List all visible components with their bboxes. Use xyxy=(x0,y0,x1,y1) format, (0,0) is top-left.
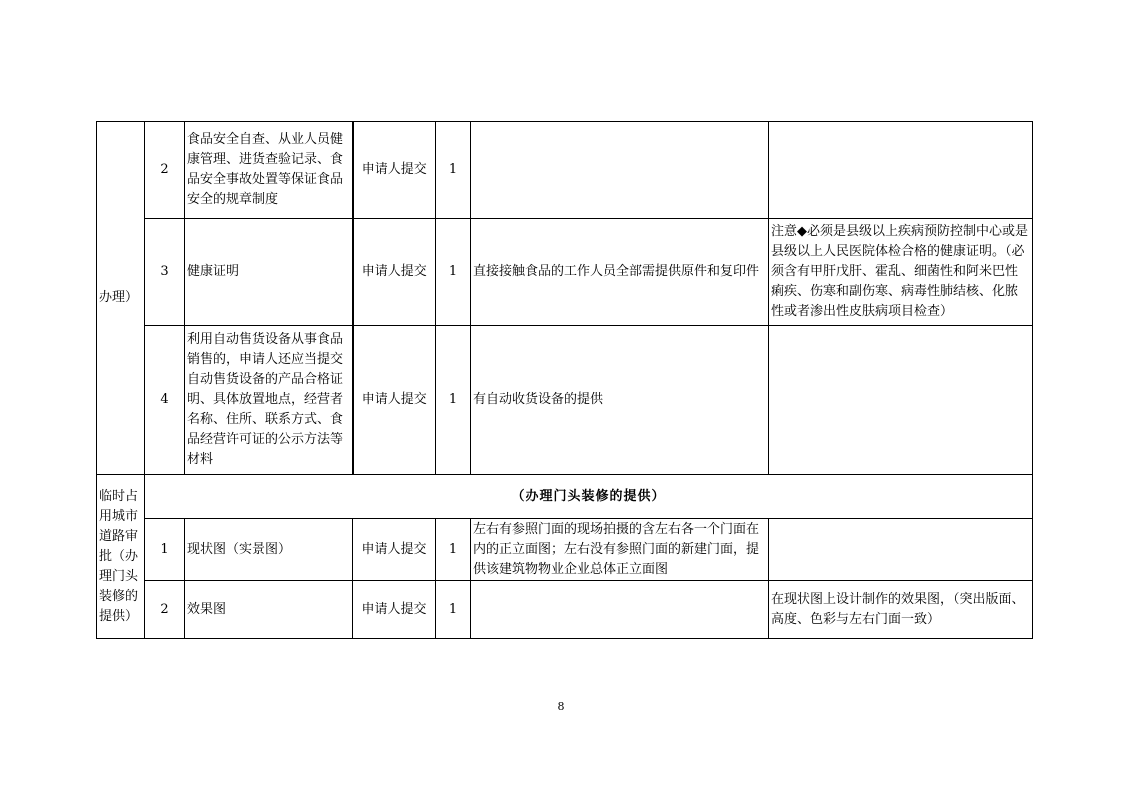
material-note: 在现状图上设计制作的效果图，（突出版面、高度、色彩与左右门面一致） xyxy=(769,581,1033,639)
material-source: 申请人提交 xyxy=(353,219,436,326)
material-source: 申请人提交 xyxy=(353,581,436,639)
material-name: 效果图 xyxy=(185,581,353,639)
material-requirement: 直接接触食品的工作人员全部需提供原件和复印件 xyxy=(471,219,769,326)
material-name: 健康证明 xyxy=(185,219,353,326)
table-row xyxy=(97,219,1033,326)
material-quantity: 1 xyxy=(436,519,471,581)
material-requirement xyxy=(471,581,769,639)
category-cell: 临时占用城市道路审批（办理门头装修的提供） xyxy=(97,475,145,639)
material-name: 利用自动售货设备从事食品销售的，申请人还应当提交自动售货设备的产品合格证明、具体放置地点，经营者名称、住所、联系方式、食品经营许可证的公示方法等材料 xyxy=(185,326,353,475)
material-source: 申请人提交 xyxy=(353,122,436,219)
material-name: 现状图（实景图） xyxy=(185,519,353,581)
row-number: 3 xyxy=(145,219,185,326)
material-quantity: 1 xyxy=(436,326,471,475)
material-source: 申请人提交 xyxy=(353,326,436,475)
row-number: 2 xyxy=(145,581,185,639)
page-number: 8 xyxy=(557,700,565,713)
materials-table xyxy=(96,121,1033,639)
material-requirement: 有自动收货设备的提供 xyxy=(471,326,769,475)
material-requirement: 左右有参照门面的现场拍摄的含左右各一个门面在内的正立面图；左右没有参照门面的新建门面，提供该建筑物物业企业总体正立面图 xyxy=(471,519,769,581)
table-row xyxy=(97,122,1033,219)
section-title: （办理门头装修的提供） xyxy=(145,475,1033,519)
material-note xyxy=(769,122,1033,219)
material-quantity: 1 xyxy=(436,122,471,219)
material-name: 食品安全自查、从业人员健康管理、进货查验记录、食品安全事故处置等保证食品安全的规章制度 xyxy=(185,122,353,219)
material-note xyxy=(769,519,1033,581)
material-source: 申请人提交 xyxy=(353,519,436,581)
row-number: 1 xyxy=(145,519,185,581)
row-number: 2 xyxy=(145,122,185,219)
material-note xyxy=(769,326,1033,475)
row-number: 4 xyxy=(145,326,185,475)
material-note: 注意◆必须是县级以上疾病预防控制中心或是县级以上人民医院体检合格的健康证明。（必须含有甲肝戊肝、霍乱、细菌性和阿米巴性痢疾、伤寒和副伤寒、病毒性肺结核、化脓性或者渗出性皮肤病项目检查） xyxy=(769,219,1033,326)
material-quantity: 1 xyxy=(436,581,471,639)
material-quantity: 1 xyxy=(436,219,471,326)
section-row xyxy=(97,475,1033,519)
category-cell: 办理） xyxy=(97,122,145,475)
table-row xyxy=(97,581,1033,639)
table-row xyxy=(97,326,1033,475)
table-row xyxy=(97,519,1033,581)
material-requirement xyxy=(471,122,769,219)
